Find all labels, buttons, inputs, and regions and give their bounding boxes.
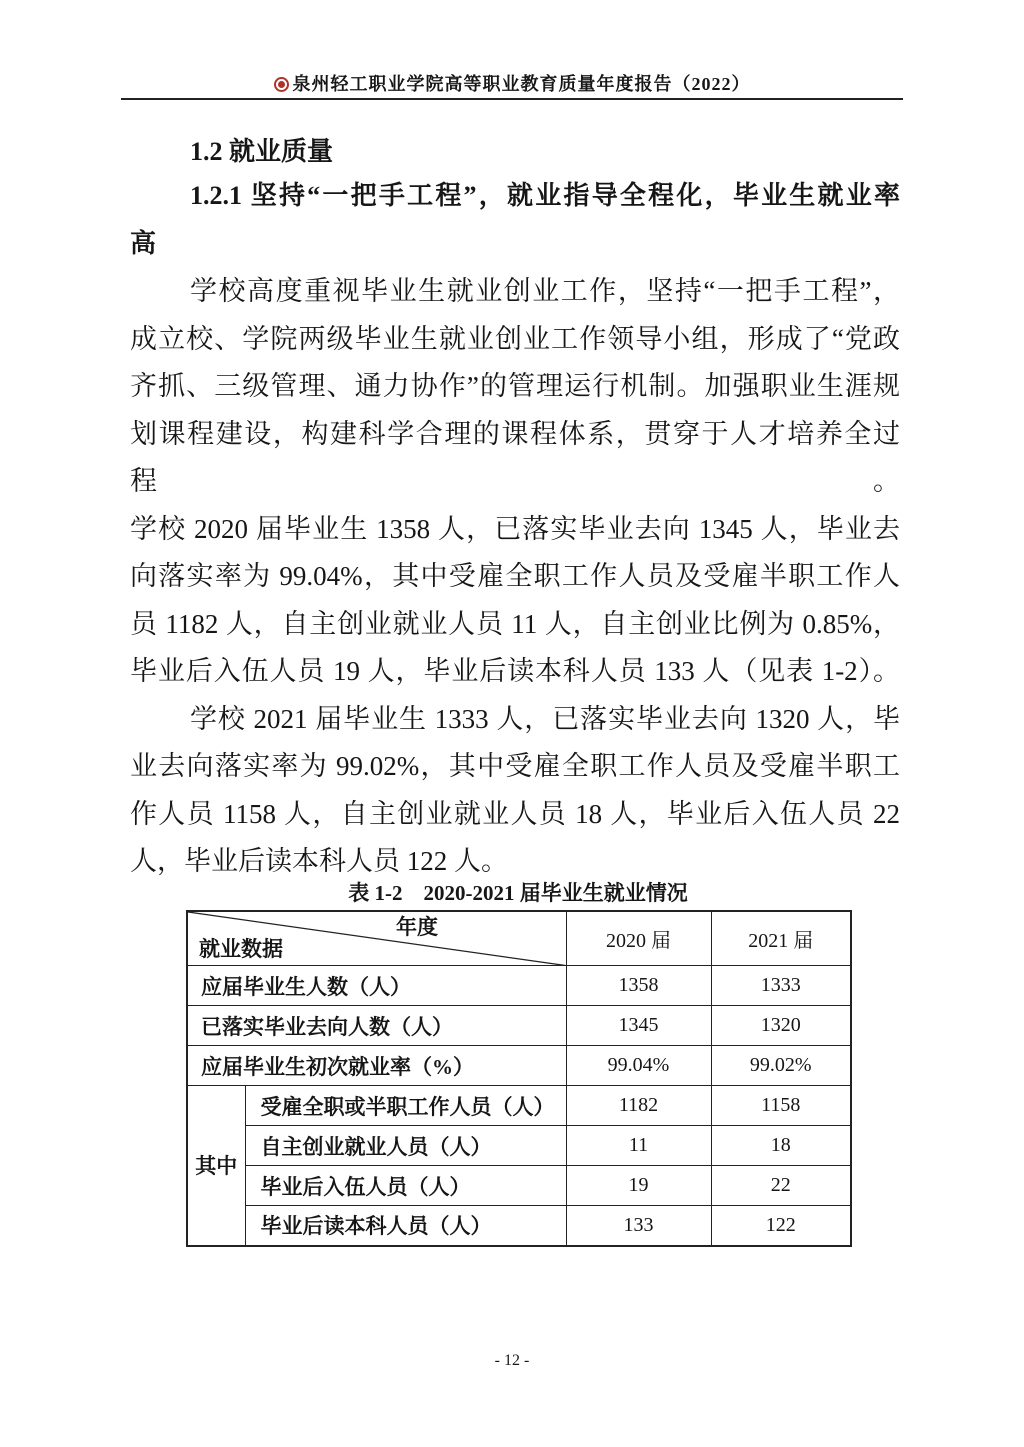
diagonal-label-data: 就业数据 (199, 937, 283, 961)
subsection-heading-line: 高 (130, 229, 157, 258)
body-line: 学校 2021 届毕业生 1333 人，已落实毕业去向 1320 人，毕 (190, 703, 900, 734)
value-2020: 99.04% (566, 1046, 711, 1086)
body-line: 齐抓、三级管理、通力协作”的管理运行机制。加强职业生涯规 (130, 371, 900, 401)
body-line: 向落实率为 99.04%，其中受雇全职工作人员及受雇半职工作人 (130, 561, 900, 591)
diagonal-label-year: 年度 (396, 914, 438, 939)
body-line: 成立校、学院两级毕业生就业创业工作领导小组，形成了“党政 (130, 323, 900, 354)
column-header-2021: 2021 届 (711, 911, 851, 966)
table-row (187, 1086, 851, 1126)
column-header-2020: 2020 届 (566, 911, 711, 966)
row-label: 应届毕业生人数（人） (187, 966, 566, 1006)
table-row (187, 966, 851, 1006)
body-line: 业去向落实率为 99.02%，其中受雇全职工作人员及受雇半职工 (130, 751, 900, 781)
page-footer (0, 1352, 1024, 1370)
value-2020: 19 (566, 1166, 711, 1206)
value-2020: 1345 (566, 1006, 711, 1046)
table-row (187, 1046, 851, 1086)
table-row (187, 1206, 851, 1246)
row-label: 毕业后入伍人员（人） (245, 1166, 566, 1206)
diagonal-header-cell (187, 911, 566, 966)
body-line: 学校 2020 届毕业生 1358 人，已落实毕业去向 1345 人，毕业去 (130, 513, 900, 544)
row-label: 毕业后读本科人员（人） (245, 1206, 566, 1246)
body-line: 人，毕业后读本科人员 122 人。 (130, 846, 508, 876)
value-2021: 1158 (711, 1086, 851, 1126)
value-2020: 1358 (566, 966, 711, 1006)
page-number: - 12 - (494, 1352, 530, 1369)
value-2021: 22 (711, 1166, 851, 1206)
report-title: 泉州轻工职业学院高等职业教育质量年度报告（2022） (292, 74, 751, 94)
body-line: 毕业后入伍人员 19 人，毕业后读本科人员 133 人（见表 1-2）。 (130, 656, 900, 686)
table-row (187, 1006, 851, 1046)
table-block (130, 876, 900, 1247)
group-label: 其中 (187, 1086, 245, 1246)
body-line: 作人员 1158 人，自主创业就业人员 18 人，毕业后入伍人员 22 (130, 798, 900, 829)
page-content (130, 0, 900, 1247)
value-2020: 1182 (566, 1086, 711, 1126)
table-header-row (187, 911, 851, 966)
value-2021: 99.02% (711, 1046, 851, 1086)
value-2021: 1333 (711, 966, 851, 1006)
table-caption: 表 1-2 2020-2021 届毕业生就业情况 (348, 880, 688, 905)
body-line: 划课程建设，构建科学合理的课程体系，贯穿于人才培养全过程。 (130, 418, 900, 496)
row-label: 受雇全职或半职工作人员（人） (245, 1086, 566, 1126)
section-heading: 1.2 就业质量 (190, 137, 334, 166)
value-2021: 122 (711, 1206, 851, 1246)
value-2020: 11 (566, 1126, 711, 1166)
body-line: 员 1182 人，自主创业就业人员 11 人，自主创业比例为 0.85%， (130, 608, 900, 639)
value-2020: 133 (566, 1206, 711, 1246)
paragraph-2 (130, 696, 900, 886)
row-label: 已落实毕业去向人数（人） (187, 1006, 566, 1046)
body-line: 学校高度重视毕业生就业创业工作，坚持“一把手工程”， (190, 276, 900, 306)
value-2021: 1320 (711, 1006, 851, 1046)
row-label: 自主创业就业人员（人） (245, 1126, 566, 1166)
subsection-heading-line: 1.2.1 坚持“一把手工程”，就业指导全程化，毕业生就业率 (190, 181, 900, 210)
value-2021: 18 (711, 1126, 851, 1166)
employment-table (186, 910, 852, 1247)
table-row (187, 1126, 851, 1166)
table-row (187, 1166, 851, 1206)
paragraph-1 (130, 268, 900, 696)
row-label: 应届毕业生初次就业率（%） (187, 1046, 566, 1086)
